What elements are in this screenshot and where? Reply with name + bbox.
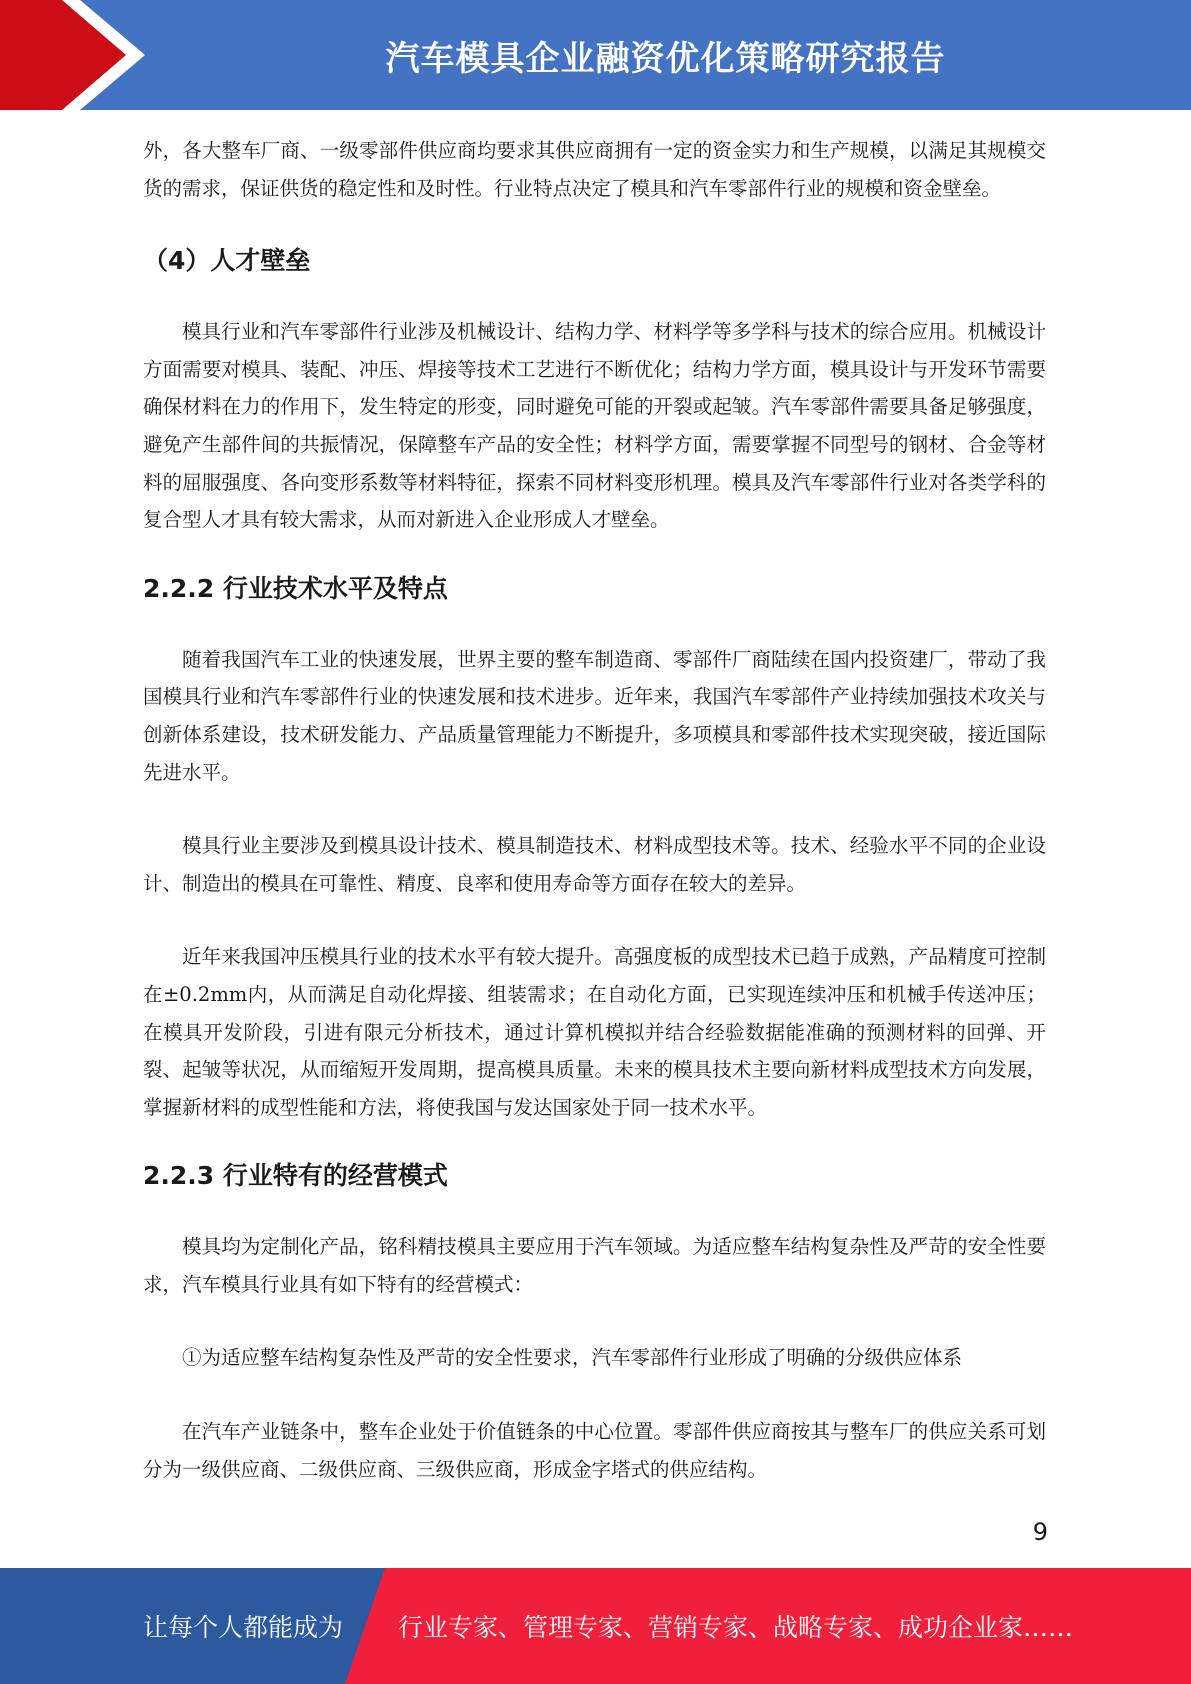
page-header xyxy=(0,0,1191,110)
page-number: 9 xyxy=(1032,1518,1048,1546)
section-heading-2-2-3: 2.2.3 行业特有的经营模式 xyxy=(143,1161,448,1191)
report-title: 汽车模具企业融资优化策略研究报告 xyxy=(385,38,946,79)
footer-slogan-left: 让每个人都能成为 xyxy=(143,1613,344,1642)
paragraph-2-2-3-2: 在汽车产业链条中，整车企业处于价值链条的中心位置。零部件供应商按其与整车厂的供应关系可划分为一级供应商、二级供应商、三级供应商，形成金字塔式的供应结构。 xyxy=(143,1420,1046,1481)
intro-paragraph: 外，各大整车厂商、一级零部件供应商均要求其供应商拥有一定的资金实力和生产规模，以满足其规模交货的需求，保证供货的稳定性和及时性。行业特点决定了模具和汽车零部件行业的规模和资金壁垒。 xyxy=(143,139,1046,200)
page-footer xyxy=(0,1568,1191,1684)
paragraph-2-2-3-1: 模具均为定制化产品，铭科精技模具主要应用于汽车领域。为适应整车结构复杂性及严苛的安全性要求，汽车模具行业具有如下特有的经营模式： xyxy=(143,1235,1046,1296)
section-heading-talent-barrier: （4）人才壁垒 xyxy=(143,246,311,276)
header-red-chevron xyxy=(0,0,160,110)
paragraph-2-2-3-item: ①为适应整车结构复杂性及严苛的安全性要求，汽车零部件行业形成了明确的分级供应体系 xyxy=(182,1346,963,1370)
paragraph-2-2-2-2: 模具行业主要涉及到模具设计技术、模具制造技术、材料成型技术等。技术、经验水平不同的企业设计、制造出的模具在可靠性、精度、良率和使用寿命等方面存在较大的差异。 xyxy=(143,834,1046,895)
document-body xyxy=(143,132,1046,1488)
section-heading-2-2-2: 2.2.2 行业技术水平及特点 xyxy=(143,573,448,603)
footer-slogan-right: 行业专家、管理专家、营销专家、战略专家、成功企业家…… xyxy=(398,1613,1074,1642)
paragraph-2-2-2-1: 随着我国汽车工业的快速发展，世界主要的整车制造商、零部件厂商陆续在国内投资建厂，带动了我国模具行业和汽车零部件行业的快速发展和技术进步。近年来，我国汽车零部件产业持续加强技术攻关与创新体系建设，技术研发能力、产品质量管理能力不断提升，多项模具和零部件技术实现突破，接近国际先进水平。 xyxy=(143,647,1046,784)
paragraph-talent-barrier: 模具行业和汽车零部件行业涉及机械设计、结构力学、材料学等多学科与技术的综合应用。机械设计方面需要对模具、装配、冲压、焊接等技术工艺进行不断优化；结构力学方面，模具设计与开发环节需要确保材料在力的作用下，发生特定的形变，同时避免可能的开裂或起皱。汽车零部件需要具备足够强度，避免产生部件间的共振情况，保障整车产品的安全性；材料学方面，需要掌握不同型号的钢材、合金等材料的屈服强度、各向变形系数等材料特征，探索不同材料变形机理。模具及汽车零部件行业对各类学科的复合型人才具有较大需求，从而对新进入企业形成人才壁垒。 xyxy=(143,320,1046,532)
paragraph-2-2-2-3: 近年来我国冲压模具行业的技术水平有较大提升。高强度板的成型技术已趋于成熟，产品精度可控制在±0.2mm内，从而满足自动化焊接、组装需求；在自动化方面，已实现连续冲压和机械手传送冲压；在模具开发阶段，引进有限元分析技术，通过计算机模拟并结合经验数据能准确的预测材料的回弹、开裂、起皱等状况，从而缩短开发周期，提高模具质量。未来的模具技术主要向新材料成型技术方向发展，掌握新材料的成型性能和方法，将使我国与发达国家处于同一技术水平。 xyxy=(143,945,1046,1119)
